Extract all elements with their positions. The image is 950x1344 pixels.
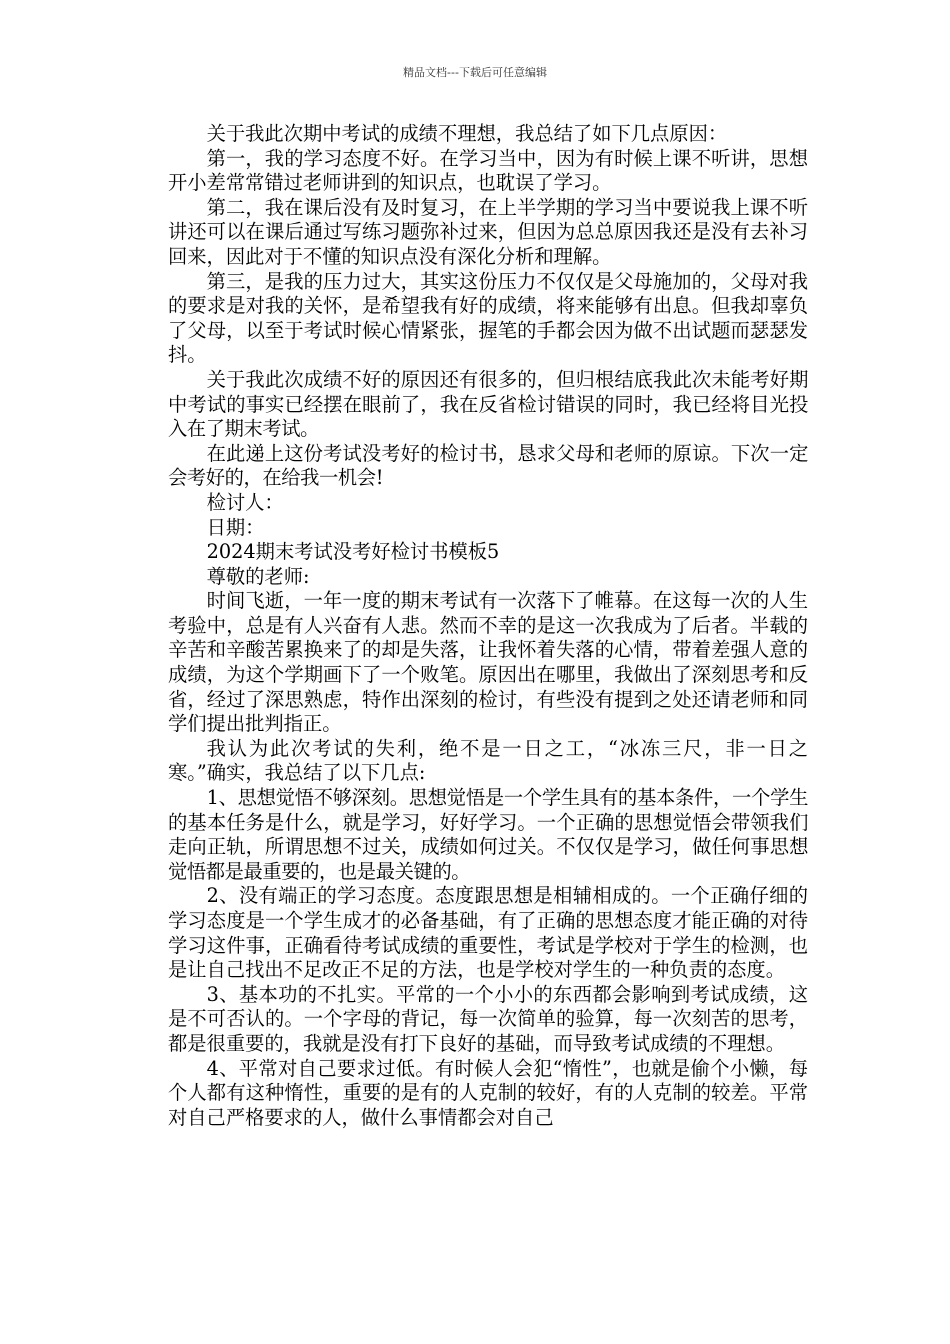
paragraph-point-1: 1、思想觉悟不够深刻。思想觉悟是一个学生具有的基本条件，一个学生的基本任务是什么，就是学习，好好学习。一个正确的思想觉悟会带领我们走向正轨，所谓思想不过关，成绩如何过关。不仅仅是学习，做任何事思想觉悟都是最重要的，也是最关键的。 — [168, 786, 808, 883]
paragraph-reason-1: 第一，我的学习态度不好。在学习当中，因为有时候上课不听讲，思想开小差常常错过老师讲到的知识点，也耽误了学习。 — [168, 146, 808, 195]
paragraph-summary: 关于我此次成绩不好的原因还有很多的，但归根结底我此次未能考好期中考试的事实已经摆在眼前了，我在反省检讨错误的同时，我已经将目光投入在了期末考试。 — [168, 367, 808, 441]
section-title: 2024期末考试没考好检讨书模板5 — [206, 540, 500, 564]
paragraph-point-2: 2、没有端正的学习态度。态度跟思想是相辅相成的。一个正确仔细的学习态度是一个学生成才的必备基础，有了正确的思想态度才能正确的对待学习这件事，正确看待考试成绩的重要性，考试是学校对于学生的检测，也是让自己找出不足改正不足的方法，也是学校对学生的一种负责的态度。 — [168, 884, 808, 982]
date-label: 日期： — [206, 515, 265, 539]
salutation: 尊敬的老师: — [206, 564, 310, 588]
paragraph-reason-3: 第三，是我的压力过大，其实这份压力不仅仅是父母施加的，父母对我的要求是对我的关怀，是希望我有好的成绩，将来能够有出息。但我却辜负了父母，以至于考试时候心情紧张，握笔的手都会因为做不出试题而瑟瑟发抖。 — [168, 269, 808, 367]
paragraph-point-3: 3、基本功的不扎实。平常的一个小小的东西都会影响到考试成绩，这是不可否认的。一个字母的背记，每一次简单的验算，每一次刻苦的思考，都是很重要的，我就是没有打下良好的基础，而导致考试成绩的不理想。 — [168, 982, 808, 1055]
paragraph-reasons-intro: 关于我此次期中考试的成绩不理想，我总结了如下几点原因： — [206, 122, 728, 145]
paragraph-opening: 时间飞逝，一年一度的期末考试有一次落下了帷幕。在这每一次的人生考验中，总是有人兴奋有人悲。然而不幸的是这一次我成为了后者。半载的辛苦和辛酸苦累换来了的却是失落，让我怀着失落的心情，带着差强人意的成绩，为这个学期画下了一个败笔。原因出在哪里，我做出了深刻思考和反省，经过了深思熟虑，特作出深刻的检讨，有些没有提到之处还请老师和同学们提出批判指正。 — [168, 589, 808, 736]
paragraph-apology: 在此递上这份考试没考好的检讨书，恳求父母和老师的原谅。下次一定会考好的，在给我一机会! — [168, 441, 808, 490]
paragraph-reason-2: 第二，我在课后没有及时复习，在上半学期的学习当中要说我上课不听讲还可以在课后通过写练习题弥补过来，但因为总总原因我还是没有去补习回来，因此对于不懂的知识点没有深化分析和理解。 — [168, 195, 808, 268]
document-body — [168, 122, 808, 1130]
paragraph-points-intro: 我认为此次考试的失利，绝不是一日之工，“冰冻三尺，非一日之寒。”确实，我总结了以下几点: — [168, 736, 808, 785]
signature-label: 检讨人： — [206, 490, 284, 514]
page-header: 精品文档---下载后可任意编辑 — [403, 66, 547, 79]
paragraph-point-4: 4、平常对自己要求过低。有时候人会犯“惰性”，也就是偷个小懒，每个人都有这种惰性，重要的是有的人克制的较好，有的人克制的较差。平常对自己严格要求的人，做什么事情都会对自己 — [168, 1056, 808, 1129]
